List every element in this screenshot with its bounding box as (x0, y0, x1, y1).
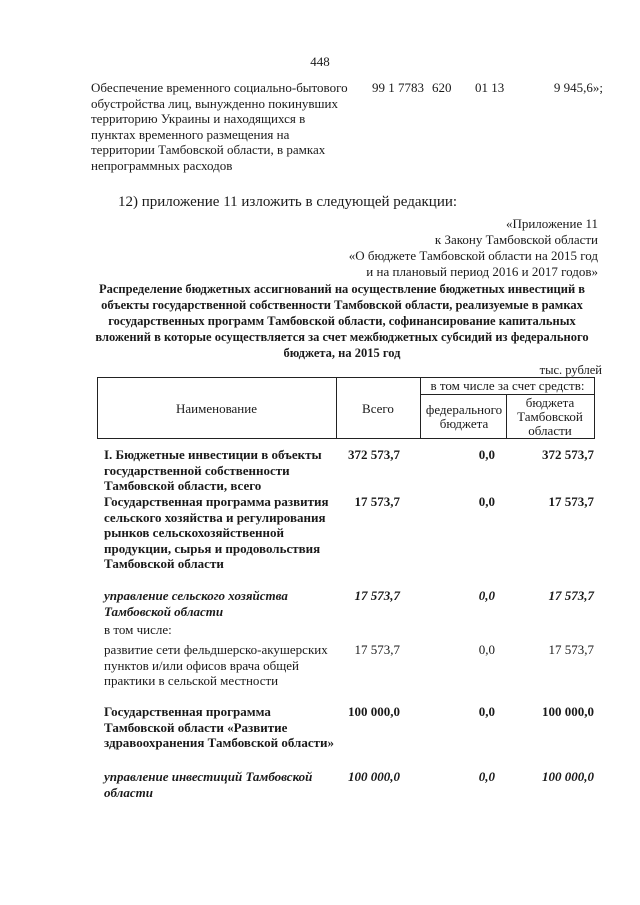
amendment-instruction: 12) приложение 11 изложить в следующей редакции: (118, 194, 458, 210)
row-name: Государственная программа развития сельского хозяйства и регулирования рынков сельскохозяйственной продукции, сырья и продовольствия Тамбовской области (104, 494, 329, 571)
row-total: 372 573,7 (348, 447, 400, 462)
row-name: I. Бюджетные инвестиции в объекты государственной собственности Тамбовской области, всего (104, 447, 322, 493)
previous-appendix-entry (91, 80, 611, 180)
header-name: Наименование (176, 401, 257, 416)
header-regional: бюджета Тамбовской области (517, 395, 583, 438)
document-title: Распределение бюджетных ассигнований на осуществление бюджетных инвестиций в объекты государственной собственности Тамбовской области, реализуемые в рамках государственных программ Тамбовской области, софинансирование капитальных вложений в которые осуществляется за счет межбюджетных субсидий из федерального бюджета, на 2015 год (95, 282, 589, 360)
row-name: Государственная программа Тамбовской области «Развитие здравоохранения Тамбовской области» (104, 704, 334, 750)
entry-vr-code: 620 (432, 80, 452, 95)
entry-name: Обеспечение временного социально-бытового обустройства лиц, вынужденно покинувших территорию Украины и находящихся в пунктах временного размещения на территории Тамбовской области, в рамках непрограммных расходов (91, 80, 348, 173)
header-bottom-rule (97, 438, 595, 439)
header-including: в том числе за счет средств: (430, 378, 585, 393)
table-header (97, 377, 595, 439)
row-federal: 0,0 (478, 704, 495, 719)
row-name: развитие сети фельдшерско-акушерских пунктов и/или офисов врача общей практики в сельской местности (104, 642, 328, 688)
row-regional: 100 000,0 (542, 769, 594, 784)
row-federal: 0,0 (478, 769, 495, 784)
row-regional: 17 573,7 (548, 588, 594, 603)
row-total: 17 573,7 (354, 642, 400, 657)
row-total: 17 573,7 (354, 588, 400, 603)
appendix-header (349, 216, 598, 280)
row-federal: 0,0 (478, 494, 495, 509)
row-total: 17 573,7 (354, 494, 400, 509)
row-regional: 17 573,7 (548, 494, 594, 509)
header-federal: федерального бюджета (425, 402, 503, 431)
row-regional: 17 573,7 (548, 642, 594, 657)
header-total: Всего (362, 401, 394, 416)
entry-sum: 9 945,6»; (553, 80, 603, 95)
appendix-line: и на плановый период 2016 и 2017 годов» (366, 264, 598, 279)
row-total: 100 000,0 (348, 769, 400, 784)
row-federal: 0,0 (478, 588, 495, 603)
units-label: тыс. рублей (539, 363, 602, 377)
appendix-line: к Закону Тамбовской области (434, 232, 598, 247)
row-regional: 372 573,7 (542, 447, 594, 462)
appendix-line: «О бюджете Тамбовской области на 2015 год (348, 248, 598, 263)
row-regional: 100 000,0 (542, 704, 594, 719)
row-name: управление инвестиций Тамбовской области (104, 769, 313, 800)
entry-section-code: 01 13 (475, 80, 505, 95)
row-federal: 0,0 (478, 642, 495, 657)
header-rule (506, 394, 507, 439)
row-name: управление сельского хозяйства Тамбовской области (104, 588, 288, 619)
row-federal: 0,0 (478, 447, 495, 462)
appendix-line: «Приложение 11 (505, 216, 598, 231)
page-number: 448 (310, 54, 330, 69)
row-name: в том числе: (104, 622, 172, 637)
entry-csr-code: 99 1 7783 (372, 80, 424, 95)
row-total: 100 000,0 (348, 704, 400, 719)
